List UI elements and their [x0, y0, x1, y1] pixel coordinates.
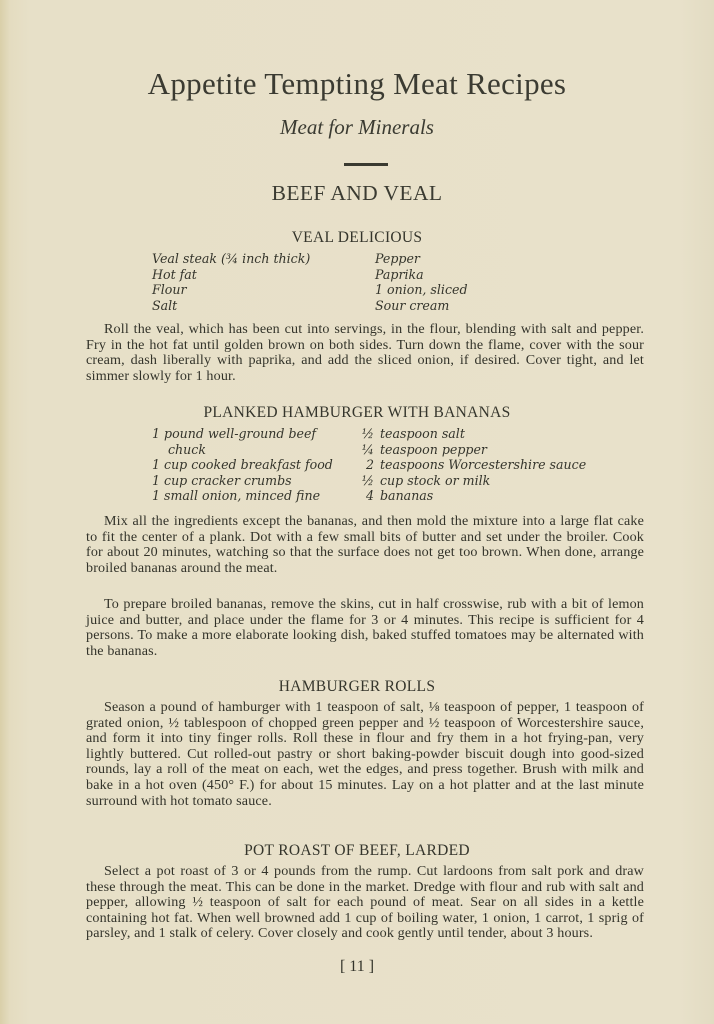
page-number: [ 11 ]: [339, 958, 375, 975]
ingredients-left: [152, 426, 333, 504]
ingredient: 1 onion, sliced: [375, 282, 468, 298]
ingredient-text: bananas: [380, 488, 434, 504]
page-subtitle: Meat for Minerals: [280, 115, 434, 139]
ingredient-quantity: 4: [365, 488, 374, 504]
ingredient: 1 pound well-ground beef: [152, 426, 317, 441]
ingredient: Flour: [152, 282, 187, 298]
ingredient: Paprika: [375, 266, 424, 282]
ingredient: [356, 426, 586, 442]
recipe-instructions: Select a pot roast of 3 or 4 pounds from the rump. Cut lardoons from salt pork and draw these through the meat. This can be done in the market. Dredge with flour and rub with salt and pepper, allowing ½ teaspoon of salt for each pound of meat. Sear on all sides in a kettle containing hot fat. When well browned add 1 cup of boiling water, 1 onion, 1 carrot, 1 sprig of parsley, and 1 stalk of celery. Cover closely and cook gently until tender, about 3 hours.: [86, 863, 644, 942]
recipe-title-hamburger-rolls: HAMBURGER ROLLS: [278, 678, 436, 695]
page-title: Appetite Tempting Meat Recipes: [147, 66, 567, 101]
ingredients-left: [152, 251, 310, 313]
recipe-title-veal-delicious: VEAL DELICIOUS: [291, 229, 423, 246]
ingredient: Veal steak (¾ inch thick): [152, 251, 311, 266]
ingredient: Salt: [152, 297, 178, 313]
ingredients-right: [375, 251, 468, 313]
recipe-instructions: To prepare broiled bananas, remove the skins, cut in half crosswise, rub with a bit of lemon juice and butter, and place under the flame for 3 or 4 minutes. This recipe is sufficient for 4 persons. To make a more elaborate looking dish, baked stuffed tomatoes may be alternated with the bananas.: [86, 596, 644, 659]
ingredient: [356, 473, 586, 489]
ingredient: 1 small onion, minced fine: [152, 488, 321, 504]
ingredient: 1 cup cracker crumbs: [152, 472, 292, 488]
ingredient-quantity: ½: [361, 472, 374, 488]
ingredient: chuck: [168, 441, 206, 457]
recipe-instructions: Roll the veal, which has been cut into servings, in the flour, blending with salt and pepper. Fry in the hot fat until golden brown on both sides. Turn down the flame, cover with the sour cream, dash liberally with paprika, and add the sliced onion, if desired. Cover tight, and let simmer slowly for 1 hour.: [86, 321, 644, 384]
recipe-title-pot-roast: POT ROAST OF BEEF, LARDED: [244, 842, 470, 859]
ingredient: 1 cup cooked breakfast food: [152, 457, 333, 473]
recipe-instructions: Mix all the ingredients except the bananas, and then mold the mixture into a large flat cake to fit the center of a plank. Dot with a few small bits of butter and set under the broiler. Cook for about 20 minutes, watching so that the surface does not get too brown. When done, arrange broiled bananas around the meat.: [86, 513, 644, 576]
ingredient-text: teaspoon pepper: [380, 441, 487, 457]
ingredient-text: teaspoon salt: [380, 426, 465, 441]
recipe-instructions: Season a pound of hamburger with 1 teaspoon of salt, ⅛ teaspoon of pepper, 1 teaspoon of grated onion, ½ tablespoon of chopped green pepper and ½ teaspoon of Worcestershire sauce, and form it into tiny finger rolls. Roll these in flour and fry them in a hot frying-pan, very lightly buttered. Cut rolled-out pastry or short baking-powder biscuit dough into good-sized rounds, lay a roll of the meat on each, wet the edges, and press together. Brush with milk and bake in a hot oven (450° F.) for about 15 minutes. Lay on a hot platter and at the last minute surround with hot tomato sauce.: [86, 699, 644, 809]
recipe-title-planked-hamburger: PLANKED HAMBURGER WITH BANANAS: [203, 404, 511, 421]
ingredients-right: [356, 426, 586, 504]
ingredient-quantity: ¼: [361, 441, 374, 457]
ingredient: Sour cream: [375, 297, 450, 313]
ingredient: [356, 457, 586, 473]
ingredient-text: cup stock or milk: [380, 472, 491, 488]
section-heading: BEEF AND VEAL: [271, 181, 443, 205]
ingredient-quantity: 2: [365, 457, 374, 473]
ingredient: Pepper: [375, 251, 420, 266]
ingredient: [356, 488, 586, 504]
ingredient: Hot fat: [152, 266, 197, 282]
ingredient: [356, 442, 586, 458]
title-divider: [344, 163, 388, 166]
ingredient-quantity: ½: [361, 426, 374, 441]
ingredient-text: teaspoons Worcestershire sauce: [380, 457, 587, 473]
